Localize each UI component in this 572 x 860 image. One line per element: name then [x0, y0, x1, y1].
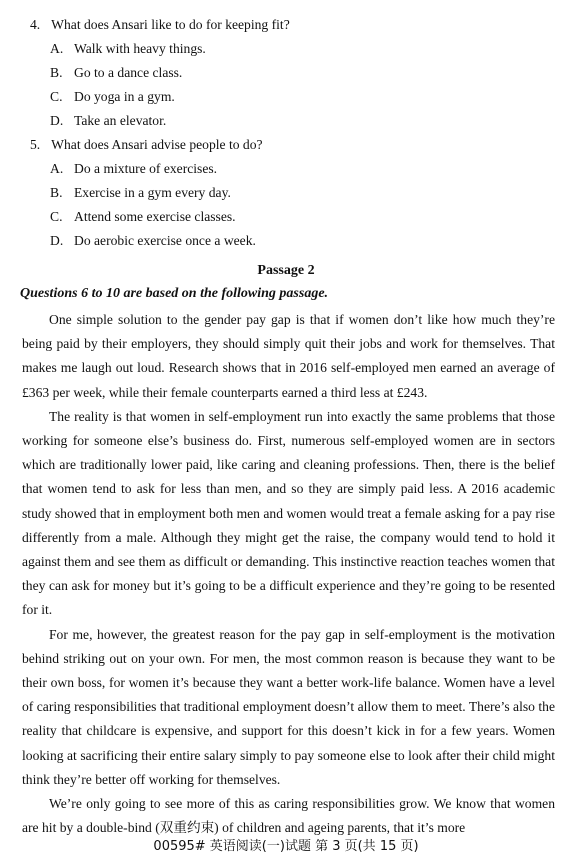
option-letter: D.	[50, 233, 64, 248]
option-letter: B.	[50, 185, 63, 200]
option-letter: C.	[50, 209, 63, 224]
option-letter: D.	[50, 113, 64, 128]
question-number: 4.	[30, 17, 41, 32]
option-letter: A.	[50, 161, 64, 176]
option-text: Attend some exercise classes.	[74, 209, 236, 224]
question-text: What does Ansari like to do for keeping fit?	[51, 17, 290, 32]
option-text: Take an elevator.	[74, 113, 167, 128]
paragraph-2: The reality is that women in self-employment run into exactly the same problems that those working for someone else’s business do. First, numerous self-employed women are in sectors which are traditionally lower paid, like caring and cleaning professions. Then, there is the belief that women tend to ask for less than men, and so they are simply paid less. A 2016 academic study showed that in employment both men and women would treat a female asking for a pay rise differently from a male. Although they might get the raise, the company would tend to hold it against them and see them as difficult or demanding. This instinctive reaction teaches women that they can ask for money but it’s going to be a difficult experience and they’re going to be resented for it.	[22, 408, 555, 618]
paragraph-3: For me, however, the greatest reason for the pay gap in self-employment is the motivation behind striking out on your own. For men, the most common reason is because they want to be their own boss, for women it’s because they want a better work-life balance. Women have a level of caring responsibilities that traditional employment doesn’t allow them to meet. There’s also the reality that childcare is expensive, and support for this doesn’t kick in for a few years. Women looking at sacrificing their entire salary simply to pay someone else to look after their child might think they’re better off working for themselves.	[22, 626, 555, 787]
page-footer: 00595# 英语阅读(一)试题 第 3 页(共 15 页)	[153, 839, 419, 854]
option-5d	[50, 233, 256, 249]
passage-title: Passage 2	[257, 263, 315, 278]
paragraph-1: One simple solution to the gender pay gap is that if women don’t like how much they’re being paid by their employers, they should simply quit their jobs and work for themselves. That makes me laugh out loud. Research shows that in 2016 self-employed men earned an average of £363 per week, while their female counterparts earned a third less at £243.	[22, 312, 555, 400]
passage-instruction: Questions 6 to 10 are based on the following passage.	[20, 286, 329, 301]
option-letter: B.	[50, 65, 63, 80]
option-letter: A.	[50, 41, 64, 56]
question-4	[30, 17, 290, 33]
option-text: Exercise in a gym every day.	[74, 185, 231, 200]
option-text: Do a mixture of exercises.	[74, 161, 218, 176]
option-4d	[50, 113, 166, 129]
question-text: What does Ansari advise people to do?	[51, 137, 263, 152]
option-5b	[50, 185, 231, 201]
option-5a	[50, 161, 217, 177]
option-4c	[50, 89, 175, 105]
option-text: Go to a dance class.	[74, 65, 183, 80]
question-5	[30, 137, 263, 153]
passage-body	[22, 308, 555, 840]
option-letter: C.	[50, 89, 63, 104]
question-number: 5.	[30, 137, 41, 152]
option-5c	[50, 209, 236, 225]
option-text: Walk with heavy things.	[74, 41, 206, 56]
option-text: Do aerobic exercise once a week.	[74, 233, 256, 248]
option-4a	[50, 41, 206, 57]
paragraph-4: We’re only going to see more of this as caring responsibilities grow. We know that women are hit by a double-bind (双重约束) of children and ageing parents, that it’s more	[22, 796, 555, 836]
option-text: Do yoga in a gym.	[74, 89, 175, 104]
option-4b	[50, 65, 182, 81]
